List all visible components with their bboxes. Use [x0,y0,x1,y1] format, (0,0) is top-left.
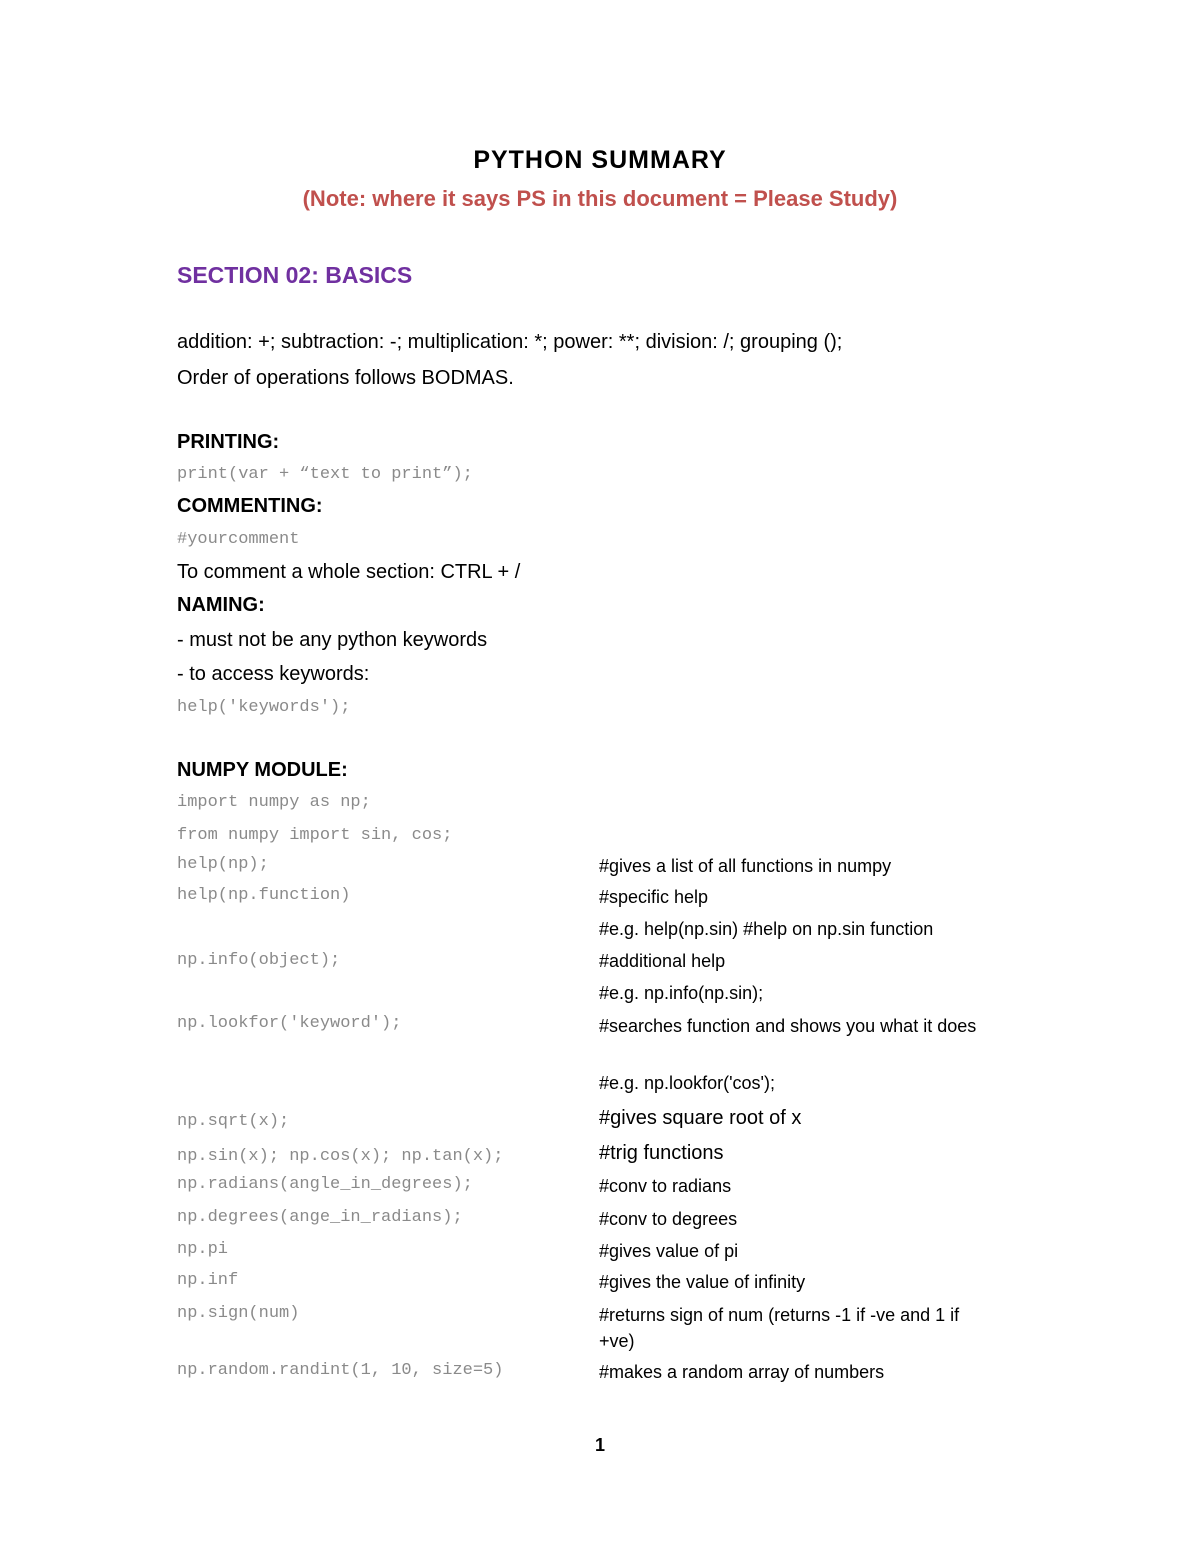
numpy-comment: #gives a list of all functions in numpy [599,856,892,876]
numpy-comment: #conv to radians [599,1176,732,1196]
numpy-comment: #trig functions [599,1142,724,1164]
numpy-code: np.sign(num) [177,1304,300,1323]
numpy-comment: #gives the value of infinity [599,1272,806,1292]
study-note: (Note: where it says PS in this document = Please Study) [302,186,898,211]
printing-code: print(var + “text to print”); [177,465,473,484]
numpy-comment: #gives value of pi [599,1241,739,1261]
operators-line: addition: +; subtraction: -; multiplication: *; power: **; division: /; grouping (); [177,331,843,353]
numpy-code: np.sqrt(x); [177,1112,290,1131]
naming-heading: NAMING: [177,594,265,616]
numpy-comment: #returns sign of num (returns -1 if -ve and 1 if +ve) [599,1305,960,1351]
numpy-heading: NUMPY MODULE: [177,759,348,781]
numpy-code: np.degrees(ange_in_radians); [177,1208,463,1227]
bodmas-line: Order of operations follows BODMAS. [177,367,514,389]
printing-heading: PRINTING: [177,431,280,453]
document-title: PYTHON SUMMARY [473,146,727,174]
commenting-heading: COMMENTING: [177,495,323,517]
numpy-code: from numpy import sin, cos; [177,826,453,845]
numpy-comment: #additional help [599,951,726,971]
numpy-code: np.lookfor('keyword'); [177,1014,402,1033]
numpy-code: np.radians(angle_in_degrees); [177,1175,473,1194]
numpy-code: help(np.function) [177,886,351,905]
naming-code: help('keywords'); [177,698,351,717]
numpy-comment: #e.g. np.info(np.sin); [599,983,764,1003]
numpy-code: np.random.randint(1, 10, size=5) [177,1361,504,1380]
naming-line-2: - to access keywords: [177,663,370,685]
numpy-code: np.sin(x); np.cos(x); np.tan(x); [177,1147,504,1166]
page-number: 1 [594,1435,605,1455]
section-heading: SECTION 02: BASICS [177,262,413,288]
commenting-code: #yourcomment [177,530,300,549]
numpy-comment: #e.g. np.lookfor('cos'); [599,1073,775,1093]
numpy-code: help(np); [177,855,269,874]
commenting-text: To comment a whole section: CTRL + / [177,561,521,583]
numpy-comment: #e.g. help(np.sin) #help on np.sin function [599,919,934,939]
numpy-comment: #searches function and shows you what it does [599,1016,977,1036]
numpy-code: np.inf [177,1271,239,1290]
numpy-code: np.pi [177,1240,229,1259]
numpy-comment: #gives square root of x [599,1107,802,1129]
numpy-comment: #conv to degrees [599,1209,738,1229]
naming-line-1: - must not be any python keywords [177,629,488,651]
numpy-code: np.info(object); [177,951,341,970]
numpy-code: import numpy as np; [177,793,371,812]
numpy-comment: #makes a random array of numbers [599,1362,885,1382]
numpy-comment: #specific help [599,887,709,907]
